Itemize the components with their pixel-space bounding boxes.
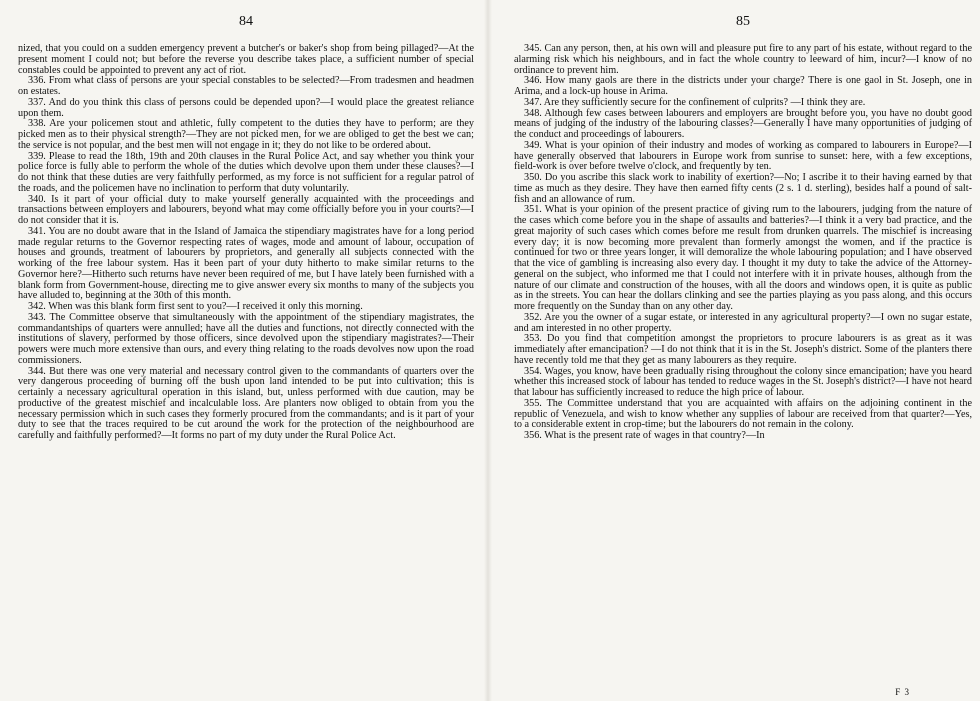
paragraph: 352. Are you the owner of a sugar estate, or interested in any agricultural property?—I own no sugar estate, and am interested in no other property. — [514, 311, 972, 334]
paragraph: nized, that you could on a sudden emergency prevent a butcher's or baker's shop from being pillaged?—At the present moment I could not; but before the reverse you describe takes place, a sufficient number of special constables could be appointed to prevent any act of riot. — [18, 43, 474, 76]
paragraph: 340. Is it part of your official duty to make yourself generally acquainted with the proceedings and transactions between employers and labourers, beyond what may come officially before you in your courts?—I do not consider that it is. — [18, 193, 474, 226]
paragraph: 354. Wages, you know, have been gradually rising throughout the colony since emancipation; have you heard whether this increased stock of labour has tended to reduce wages in the St. Joseph's district?—I have not heard that labour has sufficiently increased to reduce the high price of labour. — [514, 365, 972, 398]
signature-mark: F 3 — [895, 687, 910, 697]
paragraph: 356. What is the present rate of wages in that country?—In — [524, 430, 765, 441]
page-body — [18, 44, 474, 442]
paragraph: 348. Although few cases between labourers and employers are brought before you, you have no doubt good means of judging of the industry of the labouring classes?—Generally I have many opportunities of judging of the conduct and proceedings of labourers. — [514, 107, 972, 140]
paragraph: 341. You are no doubt aware that in the Island of Jamaica the stipendiary magistrates have for a long period made regular returns to the Governor respecting rates of wages, mode and amount of labour, occupation of houses and grounds, treatment of labourers by proprietors, and generally all subjects connected with the working of the free labour system. Has it been part of your duty hitherto to make similar returns to the Governor here?—Hitherto such returns have never been required of me, but I have lately been furnished with a blank form from Government-house, directing me to give answer every six months to many of the subjects you have alluded to, beginning at the 30th of this month. — [18, 225, 474, 302]
left-page — [0, 0, 480, 701]
paragraph: 343. The Committee observe that simultaneously with the appointment of the stipendiary magistrates, the commandantships of quarters were annulled; have all the duties and functions, not directly connected with the institutions of slavery, performed by those officers, since devolved upon the stipendiary magistrates?—Their powers were much more extensive than ours, and every thing relating to the roads devolves now upon the road commissioners. — [18, 311, 474, 366]
paragraph: 336. From what class of persons are your special constables to be selected?—From tradesmen and headmen on estates. — [18, 75, 474, 97]
paragraph: 350. Do you ascribe this slack work to inability of exertion?—No; I ascribe it to their having earned by that time as much as they desire. They have then earned fifty cents (2 s. 1 d. sterling), besides half a pound of salt-fish and an allowance of rum. — [514, 172, 972, 205]
paragraph: 345. Can any person, then, at his own will and pleasure put fire to any part of his estate, without regard to the alarming risk which his neighbours, and in fact the whole country to leeward of him, incur?—I know of no ordinance to prevent him. — [514, 43, 972, 76]
paragraph: 347. Are they sufficiently secure for the confinement of culprits? —I think they are. — [524, 96, 866, 108]
paragraph: 349. What is your opinion of their industry and modes of working as compared to labourers in Europe?—I have generally observed that labourers in Europe work from sunrise to sunset: here, with a few exceptions, field-work is over before twelve o'clock, and frequently by ten. — [514, 139, 972, 173]
page-number: 84 — [239, 14, 253, 29]
paragraph: 353. Do you find that competition amongst the proprietors to procure labourers is as great as it was immediately after emancipation? —I do not think that it is in the St. Joseph's district. Some of the planters there have recently told me that they get as many labourers as they require. — [514, 333, 972, 366]
paragraph: 355. The Committee understand that you are acquainted with affairs on the adjoining continent in the republic of Venezuela, and wish to know whether any supplies of labour are received from that quarter?—Yes, to a considerable extent in crop-time; but the labourers do not remain in the colony. — [514, 397, 972, 431]
page-number: 85 — [736, 14, 750, 29]
right-page — [494, 0, 980, 701]
paragraph: 344. But there was one very material and necessary control given to the commandants of quarters over the very dangerous proceeding of burning off the bush upon land intended to be put into cultivation; this is certainly a necessary agricultural operation in this island, but, unless performed with due caution, may be productive of the greatest mischief and incalculable loss. Are planters now obliged to obtain from you the necessary permission which in such cases they formerly procured from the commandants; and is it part of your duty to see that the traces required to be cut around the work for the protection of the neighbourhood are carefully and faithfully performed?—It forms no part of my duty under the Rural Police Act. — [18, 365, 474, 441]
paragraph: 338. Are your policemen stout and athletic, fully competent to the duties they have to perform; are they picked men as to their physical strength?—They are not picked men, for we are obliged to get the best we can; the service is not popular, and the best men will not engage in it; they do not like to be ordered about. — [18, 118, 474, 151]
paragraph: 346. How many gaols are there in the districts under your charge? There is one gaol in St. Joseph, one in Arima, and a lock-up house in Arima. — [514, 75, 972, 97]
page-gutter — [484, 0, 492, 701]
page-body — [514, 44, 972, 442]
paragraph: 351. What is your opinion of the present practice of giving rum to the labourers, judging from the nature of the cases which come before you in the shape of assaults and batteries?—I think it a very bad practice, and the great majority of such cases which comes before me result from drunken quarrels. The mischief is increasing every day; it is now becoming more prevalent than formerly amongst the women, and if the practice is continued for two or three years longer, it will demoralize the whole labouring population; and I have observed that the vice of gambling is increasing also every day. I thought it my duty to take the advice of the Attorney-general on the subject, who informed me that I could not interfere with it in private houses, although from the nature of our climate and construction of the houses, with all the doors and windows open, it is quite as public as in the streets. You can hear the dollars clinking and see the parties playing as you pass along, and this occurs more frequently on the Sunday than on any other day. — [514, 204, 972, 312]
paragraph: 339. Please to read the 18th, 19th and 20th clauses in the Rural Police Act, and say whether you think your police force is fully able to perform the whole of the duties which devolve upon them under these clauses?—I do not think that these duties are very faithfully performed, as my force is not sufficient for a regular patrol of the roads, and the policemen have no inclination to perform that duty voluntarily. — [18, 150, 474, 194]
paragraph: 342. When was this blank form first sent to you?—I received it only this morning. — [28, 301, 363, 312]
paragraph: 337. And do you think this class of persons could be depended upon?—I would place the greatest reliance upon them. — [18, 96, 474, 119]
